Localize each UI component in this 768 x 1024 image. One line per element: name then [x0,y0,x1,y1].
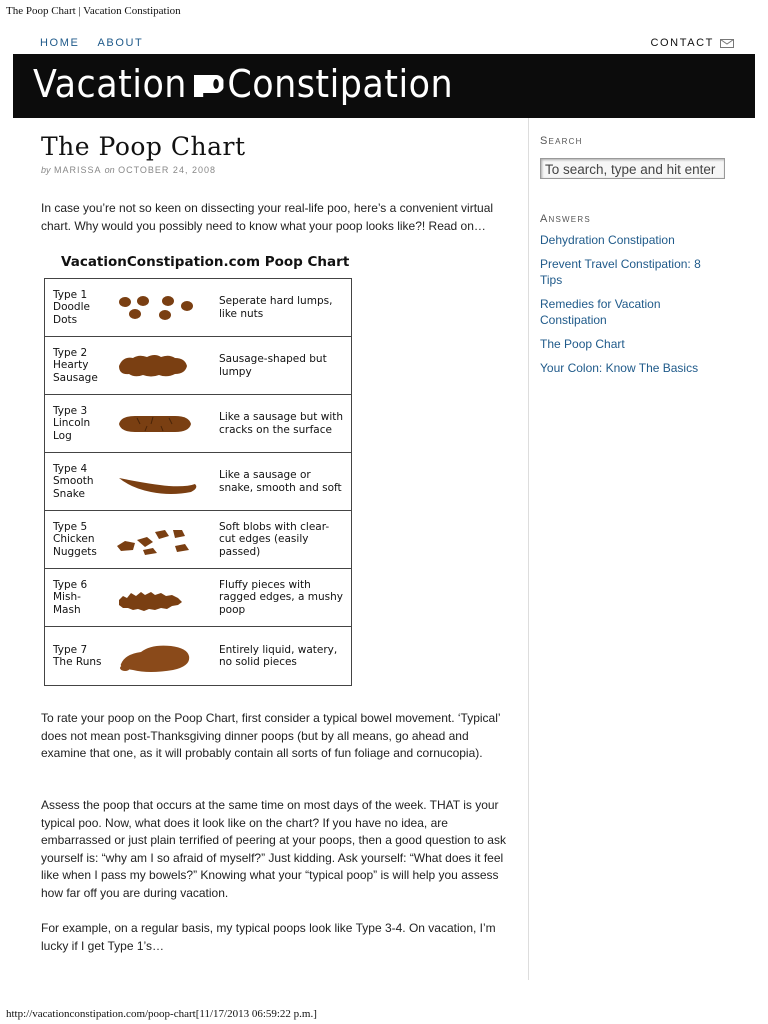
post-author[interactable]: MARISSA [54,165,102,175]
chart-row-description: Like a sausage or snake, smooth and soft [219,469,342,494]
list-item [540,336,725,352]
logo-word-constipation: Constipation [227,62,454,106]
answers-link[interactable]: Dehydration Constipation [540,233,675,247]
chart-row-label: Type 5 Chicken Nuggets [53,520,97,558]
chart-row [45,569,351,627]
logo-word-vacation: Vacation [33,62,187,106]
main-content [41,132,506,953]
post-meta [41,165,506,175]
post-date: OCTOBER 24, 2008 [118,165,216,175]
nav-home-link[interactable]: HOME [40,37,80,49]
site-banner[interactable] [13,54,755,118]
post-intro: In case you’re not so keen on dissecting your real-life poo, here’s a convenient virtual chart. Why would you possibly need to know what your poop looks like?! Read on… [41,201,494,233]
top-navigation [40,37,734,51]
post-paragraph-2: Assess the poop that occurs at the same time on most days of the week. THAT is your typical poo. Now, what does it look like on the chart? If you have no idea, are embarrassed or just plain terrified of peering at your poops, then a good question to ask yourself is: “why am I so afraid of myself?” Just kidding. Ask yourself: “What does it feel like when I pass my bowels?” Knowing what your “typical poop” is will help you assess how far off you are during vacation. [41,798,506,900]
chart-row-description: Fluffy pieces with ragged edges, a mushy poop [219,578,343,616]
poop-type-4-illustration [113,462,209,502]
chart-row-description: Soft blobs with clear-cut edges (easily passed) [219,520,330,558]
mail-icon [720,39,734,48]
chart-row-description: Seperate hard lumps, like nuts [219,295,333,320]
chart-row-label: Type 4 Smooth Snake [53,462,94,500]
chart-row-description: Sausage-shaped but lumpy [219,353,327,378]
search-heading: Search [540,135,583,147]
chart-row [45,279,351,337]
meta-on: on [104,165,115,175]
chart-row-label: Type 3 Lincoln Log [53,404,91,442]
nav-about-link[interactable]: ABOUT [97,37,144,49]
chart-row [45,395,351,453]
nav-contact-link[interactable] [650,37,734,49]
toilet-paper-icon [192,67,223,101]
poop-type-2-illustration [113,346,209,386]
answers-link[interactable]: Prevent Travel Constipation: 8 Tips [540,257,701,287]
post-title[interactable]: The Poop Chart [41,132,246,161]
print-page-url: http://vacationconstipation.com/poop-chart[11/17/2013 06:59:22 p.m.] [6,1008,317,1020]
answers-link[interactable]: Your Colon: Know The Basics [540,361,699,375]
answers-list [540,232,725,384]
site-logo [33,62,453,106]
chart-row-label: Type 6 Mish- Mash [53,578,88,616]
chart-row [45,337,351,395]
chart-row-description: Like a sausage but with cracks on the surface [219,411,344,436]
poop-type-7-illustration [113,636,209,676]
meta-by: by [41,165,51,175]
list-item [540,360,725,376]
list-item [540,256,725,288]
chart-row [45,453,351,511]
sidebar-divider [528,118,529,980]
nav-contact-label: CONTACT [650,37,714,49]
chart-row-label: Type 2 Hearty Sausage [53,346,98,384]
chart-title: VacationConstipation.com Poop Chart [61,254,350,270]
poop-type-1-illustration [113,288,209,328]
answers-link[interactable]: The Poop Chart [540,337,625,351]
poop-type-5-illustration [113,520,209,560]
answers-link[interactable]: Remedies for Vacation Constipation [540,297,661,327]
print-page-title: The Poop Chart | Vacation Constipation [6,5,181,17]
chart-row [45,511,351,569]
list-item [540,296,725,328]
search-input[interactable]: To search, type and hit enter [540,158,725,179]
post-paragraph-3: For example, on a regular basis, my typical poops look like Type 3-4. On vacation, I’m lucky if I get Type 1’s… [41,921,496,953]
poop-type-3-illustration [113,404,209,444]
chart-row-description: Entirely liquid, watery, no solid pieces [219,643,338,668]
chart-row-label: Type 1 Doodle Dots [53,288,90,326]
poop-type-6-illustration [113,578,209,618]
list-item [540,232,725,248]
poop-chart-table [44,278,352,686]
chart-row [45,627,351,685]
answers-heading: Answers [540,213,591,225]
post-paragraph-1: To rate your poop on the Poop Chart, first consider a typical bowel movement. ‘Typical’ does not mean post-Thanksgiving dinner poops (but by all means, go ahead and examine that one, as it will probably contain all sorts of fun foliage and cornucopia). [41,711,501,760]
chart-row-label: Type 7 The Runs [53,643,102,668]
